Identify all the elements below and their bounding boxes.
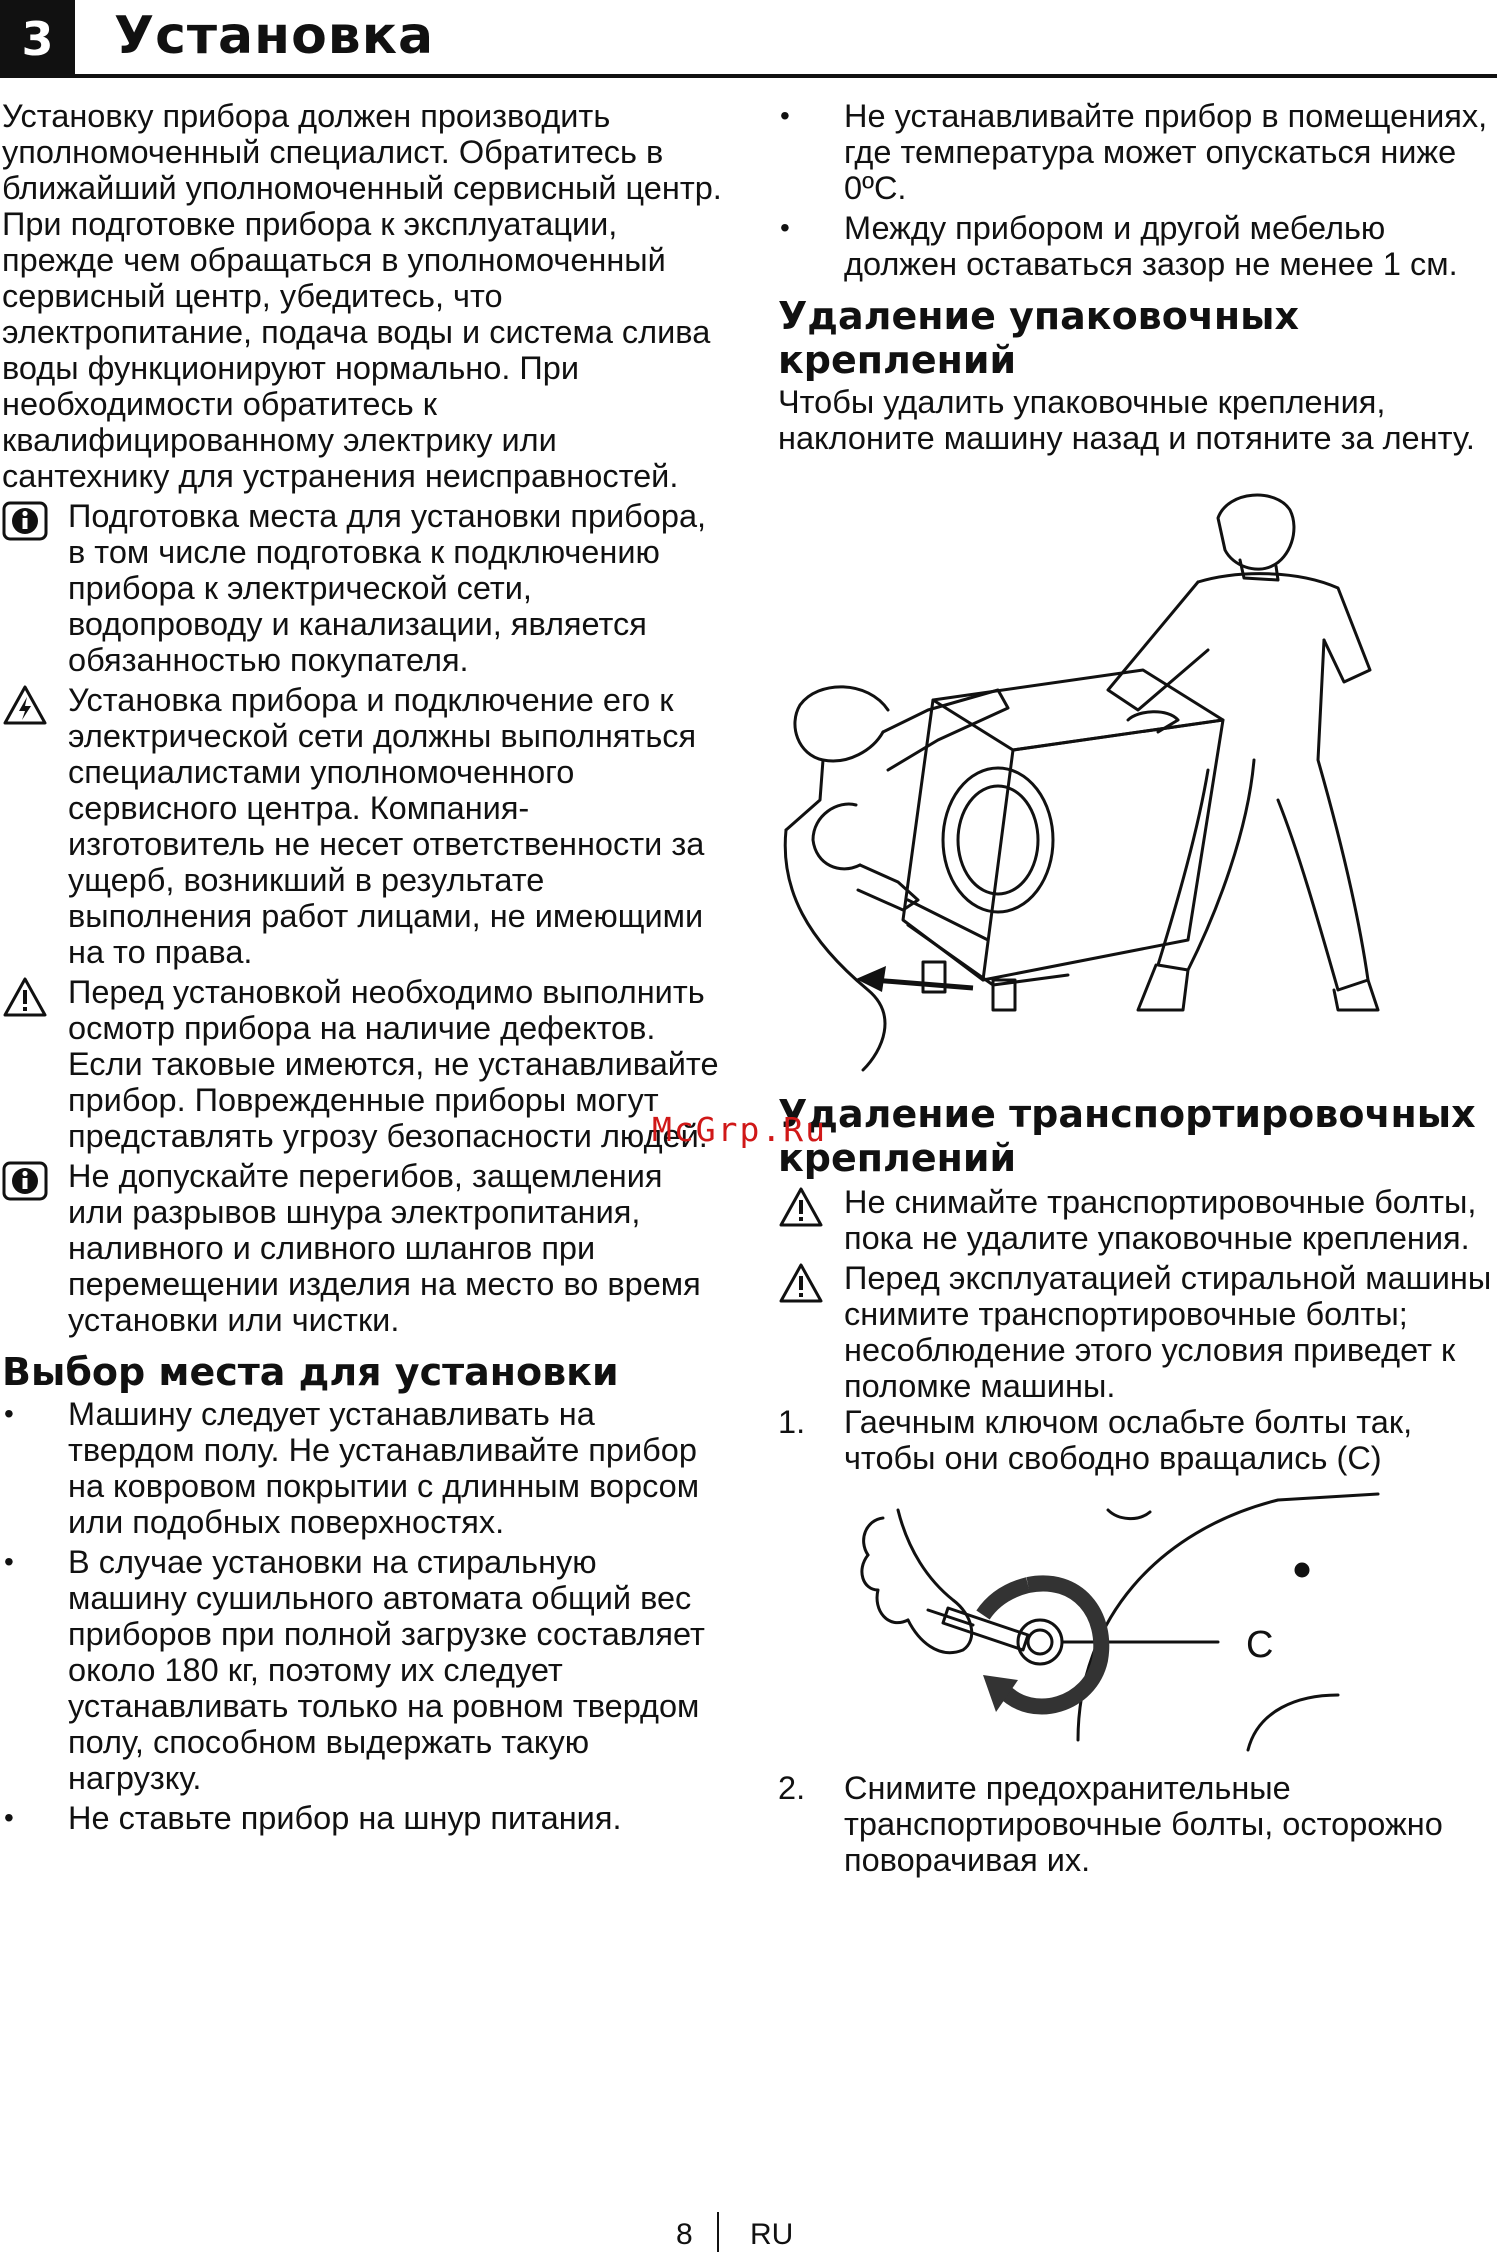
note-text: Не снимайте транспортировочные болты, пока не удалите упаковочные крепления.: [844, 1184, 1477, 1256]
section-title: Установка: [114, 6, 435, 66]
info-note-1: [2, 498, 722, 678]
intro-paragraph: Установку прибора должен производить уполномоченный специалист. Обратитесь в ближайший уполномоченный сервисный центр. При подготовке прибора к эксплуатации, прежде чем обращаться в уполномоченный сервисный центр, убедитесь, что электропитание, подача воды и система слива воды функционируют нормально. При необходимости обратитесь к квалифицированному электрику или сантехнику для устранения неисправностей.: [2, 98, 722, 494]
note-text: Перед установкой необходимо выполнить осмотр прибора на наличие дефектов. Если таковые имеются, не устанавливайте прибор. Поврежденные приборы могут представлять угрозу безопасности людей.: [68, 974, 719, 1154]
steps-list-continued: [778, 1770, 1493, 1878]
list-item: • Не ставьте прибор на шнур питания.: [4, 1800, 622, 1836]
page-number: 8: [676, 2218, 693, 2251]
footer-divider: [717, 2212, 719, 2252]
list-item: • Не устанавливайте прибор в помещениях, где температура может опускаться ниже 0ºC.: [780, 98, 1488, 206]
list-item: 2. Снимите предохранительные транспортировочные болты, осторожно поворачивая их.: [778, 1770, 1443, 1878]
header-rule: [0, 74, 1497, 78]
wrench-bolt-illustration: [778, 1490, 1493, 1760]
list-item: • В случае установки на стиральную машину сушильного автомата общий вес приборов при полной загрузке составляет около 180 кг, поэтому их следует устанавливать только на ровном твердом полу, способном выдержать такую нагрузку.: [4, 1544, 705, 1796]
right-column: [778, 98, 1493, 1882]
transport-heading: Удаление транспортировочных креплений: [778, 1092, 1476, 1180]
section-number: 3: [0, 0, 75, 78]
tilting-machine-illustration: [778, 470, 1493, 1080]
transport-warning-2: [778, 1260, 1493, 1404]
info-icon: [2, 1160, 48, 1202]
placement-heading: Выбор места для установки: [2, 1350, 619, 1394]
location-list: [778, 98, 1493, 282]
electric-warning-icon: [2, 684, 48, 726]
warning-note: [2, 974, 722, 1154]
list-item: • Между прибором и другой мебелью должен оставаться зазор не менее 1 см.: [780, 210, 1458, 282]
note-text: Подготовка места для установки прибора, в том числе подготовка к подключению прибора к электрической сети, водопроводу и канализации, является обязанностью покупателя.: [68, 498, 707, 678]
packaging-text: Чтобы удалить упаковочные крепления, наклоните машину назад и потяните за ленту.: [778, 384, 1475, 456]
list-item: 1. Гаечным ключом ослабьте болты так, чтобы они свободно вращались (C): [778, 1404, 1413, 1476]
packaging-heading: Удаление упаковочных креплений: [778, 294, 1300, 382]
steps-list: [778, 1404, 1493, 1476]
info-note-2: [2, 1158, 722, 1338]
note-text: Перед эксплуатацией стиральной машины снимите транспортировочные болты; несоблюдение этого условия приведет к поломке машины.: [844, 1260, 1492, 1404]
warning-icon: [778, 1262, 824, 1304]
page-footer: [0, 2212, 1497, 2252]
left-column: [2, 98, 722, 1840]
transport-warning-1: [778, 1184, 1493, 1256]
electric-warning-note: [2, 682, 722, 970]
note-text: Не допускайте перегибов, защемления или разрывов шнура электропитания, наливного и сливного шлангов при перемещении изделия на место во время установки или чистки.: [68, 1158, 701, 1338]
warning-icon: [2, 976, 48, 1018]
placement-list: [2, 1396, 722, 1836]
section-header: [0, 0, 1497, 78]
warning-icon: [778, 1186, 824, 1228]
watermark: McGrp.Ru: [652, 1110, 827, 1149]
info-icon: [2, 500, 48, 542]
note-text: Установка прибора и подключение его к электрической сети должны выполняться специалистами уполномоченного сервисного центра. Компания-изготовитель не несет ответственности за ущерб, возникший в результате выполнения работ лицами, не имеющими на то права.: [68, 682, 705, 970]
figure-label-c: C: [1246, 1624, 1274, 1666]
list-item: • Машину следует устанавливать на твердом полу. Не устанавливайте прибор на ковровом покрытии с длинным ворсом или подобных поверхностях.: [4, 1396, 700, 1540]
language-code: RU: [750, 2218, 794, 2251]
